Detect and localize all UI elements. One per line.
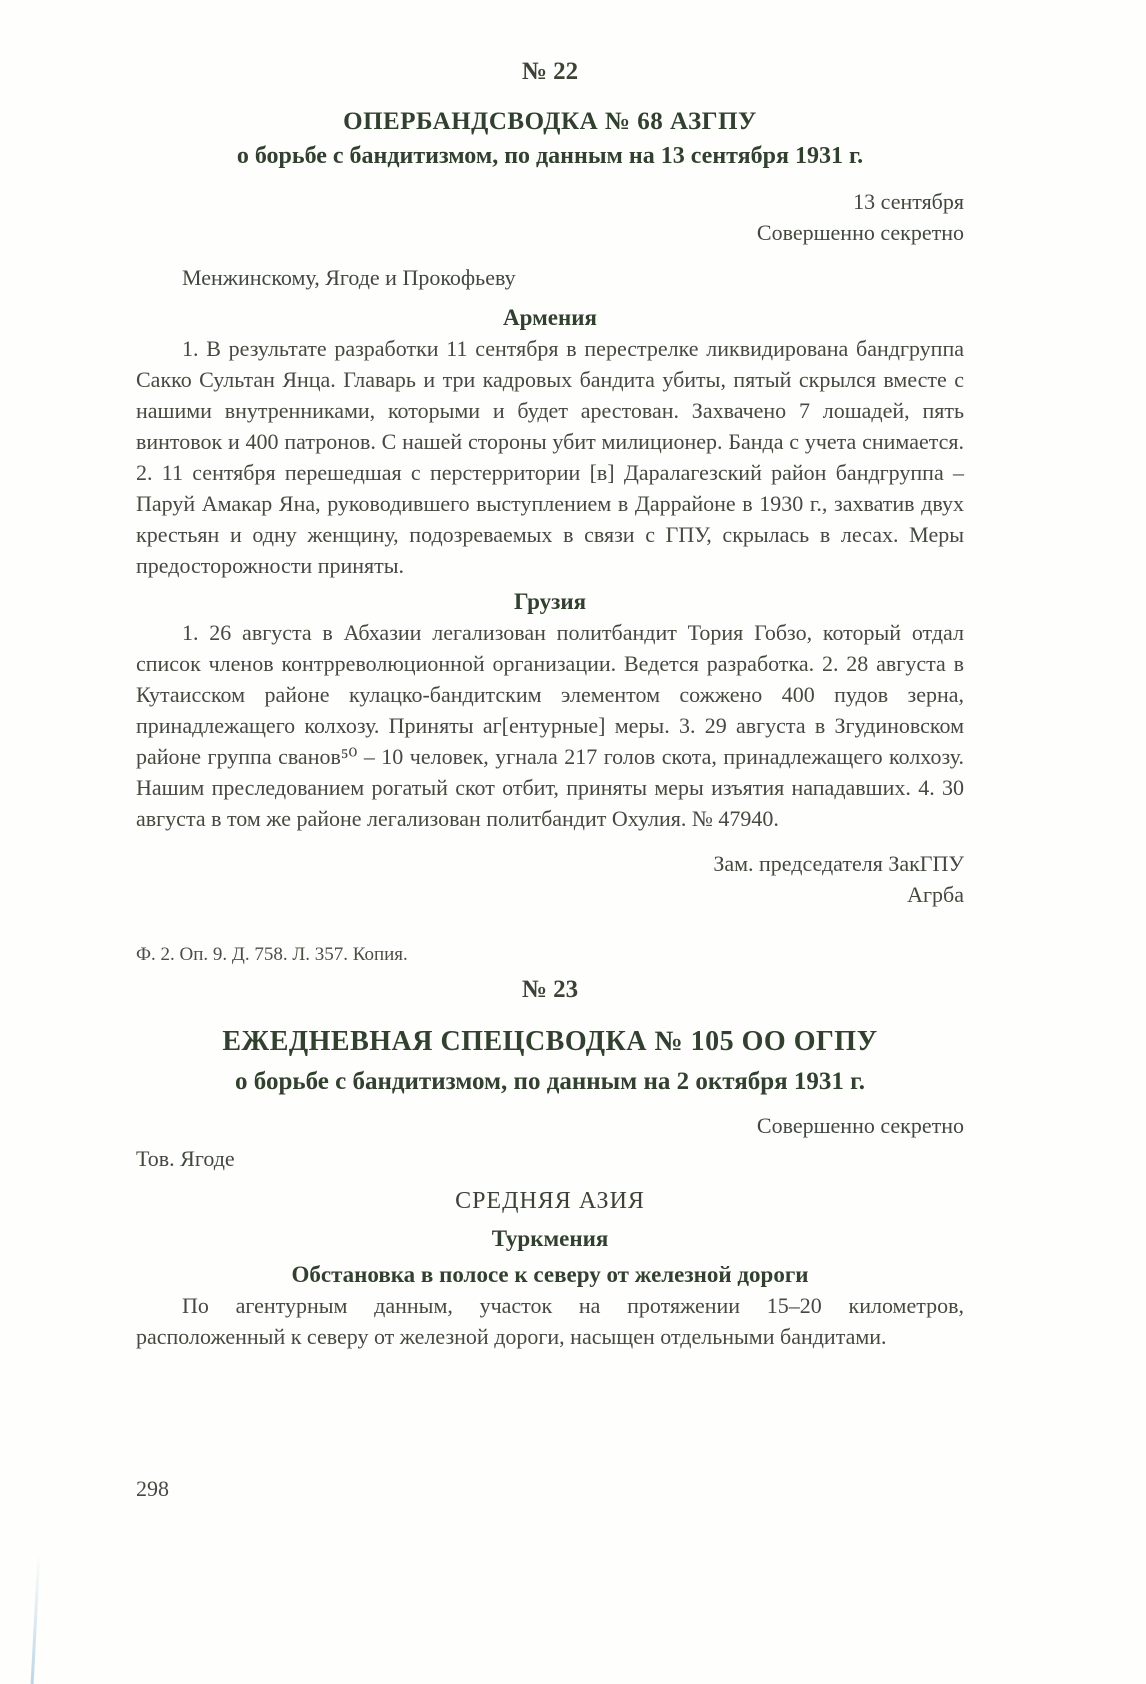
document-23 xyxy=(136,976,964,1352)
doc22-armenia-paragraph: 1. В результате разработки 11 сентября в перестрелке ликвидирована бандгруппа Сакко Сультан Янца. Главарь и три кадровых бандита убиты, пятый скрылся вместе с нашими внутренниками, которыми и будет арестован. Захвачено 7 лошадей, пять винтовок и 400 патронов. С нашей стороны убит милиционер. Банда с учета снимается. 2. 11 сентября перешедшая с перстерритории [в] Даралагезский район бандгруппа – Паруй Амакар Яна, руководившего выступлением в Даррайоне в 1930 г., захватив двух крестьян и одну женщину, подозреваемых в связи с ГПУ, скрылась в лесах. Меры предосторожности приняты. xyxy=(136,336,964,578)
doc22-title: ОПЕРБАНДСВОДКА № 68 АЗГПУ xyxy=(343,108,757,135)
page-number: 298 xyxy=(136,1476,169,1501)
doc22-subtitle: о борьбе с бандитизмом, по данным на 13 сентября 1931 г. xyxy=(236,143,864,169)
doc23-subregion-heading: Туркмения xyxy=(491,1226,609,1251)
doc22-section-armenia-heading: Армения xyxy=(503,305,597,330)
doc22-signature-title: Зам. председателя ЗакГПУ xyxy=(713,851,964,876)
doc23-classification: Совершенно секретно xyxy=(756,1113,964,1138)
doc22-signature-block xyxy=(136,848,964,910)
doc22-archive-reference: Ф. 2. Оп. 9. Д. 758. Л. 357. Копия. xyxy=(136,944,408,965)
scan-edge-artifact xyxy=(31,1554,41,1684)
doc22-classification: Совершенно секретно xyxy=(756,220,964,245)
doc23-paragraph: По агентурным данным, участок на протяжении 15–20 километров, расположенный к северу от железной дороги, насыщен отдельными бандитами. xyxy=(136,1293,964,1349)
doc23-region-heading: СРЕДНЯЯ АЗИЯ xyxy=(455,1188,645,1214)
doc22-georgia-paragraph: 1. 26 августа в Абхазии легализован политбандит Тория Гобзо, который отдал список членов контрреволюционной организации. Ведется разработка. 2. 28 августа в Кутаисском районе кулацко-бандитским элементом сожжено 400 пудов зерна, принадлежащего колхозу. Приняты аг[ентурные] меры. 3. 29 августа в Згудиновском районе группа сванов⁵⁰ – 10 человек, угнала 217 голов скота, принадлежащего колхозу. Нашим преследованием рогатый скот отбит, приняты меры изъятия нападавших. 4. 30 августа в том же районе легализован политбандит Охулия. № 47940. xyxy=(136,620,964,831)
doc22-date: 13 сентября xyxy=(853,189,964,214)
document-22 xyxy=(136,58,964,966)
doc22-addressees: Менжинскому, Ягоде и Прокофьеву xyxy=(182,265,516,290)
doc22-number: № 22 xyxy=(521,58,579,85)
doc23-subtitle: о борьбе с бандитизмом, по данным на 2 октября 1931 г. xyxy=(235,1068,865,1095)
doc23-section-heading: Обстановка в полосе к северу от железной дороги xyxy=(291,1262,809,1287)
doc23-number: № 23 xyxy=(521,976,579,1003)
doc23-addressee: Тов. Ягоде xyxy=(136,1146,235,1171)
doc22-signature-name: Агрба xyxy=(907,882,964,907)
doc22-section-georgia-heading: Грузия xyxy=(513,589,587,614)
doc23-title: ЕЖЕДНЕВНАЯ СПЕЦСВОДКА № 105 ОО ОГПУ xyxy=(222,1026,878,1057)
doc22-date-classification-block xyxy=(136,186,964,248)
